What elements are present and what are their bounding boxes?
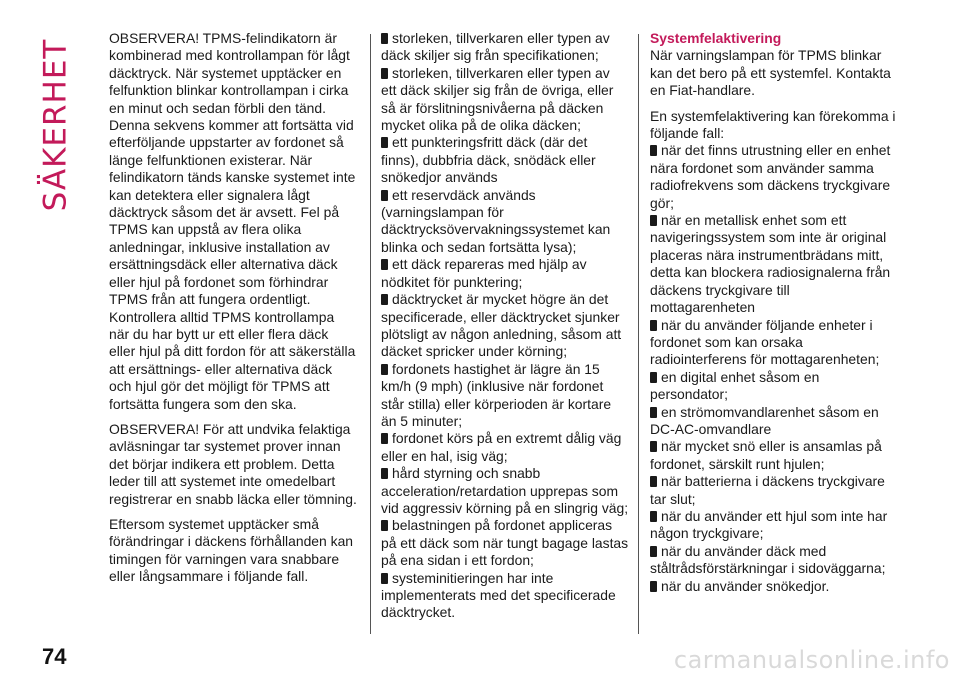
list-item	[650, 317, 898, 369]
list-item	[381, 65, 629, 135]
section-title-text: SÄKERHET	[37, 38, 73, 212]
list-item-text: när det finns utrustning eller en enhet nära fordonet som använder samma radiofrekvens som däckens tryckgivare gör;	[650, 142, 891, 211]
list-item	[650, 508, 898, 543]
list-item	[381, 291, 629, 361]
bullet-square-icon	[381, 520, 388, 531]
section-heading: Systemfelaktivering	[650, 30, 782, 46]
bullet-square-icon	[650, 372, 657, 383]
list-item-text: när du använder följande enheter i fordonet som kan orsaka radiointerferens för mottagarenheten;	[650, 316, 880, 368]
list-item	[650, 404, 898, 439]
list-item	[381, 430, 629, 465]
list-item-text: systeminitieringen har inte implementerats med det specificerade däcktrycket.	[381, 569, 616, 621]
list-item	[381, 134, 629, 186]
page-number: 74	[42, 644, 67, 669]
paragraph-timing: Eftersom systemet upptäcker små förändringar i däckens förhållanden kan timingen för varningen vara snabbare eller långsammare i följande fall.	[109, 515, 354, 585]
list-item	[650, 578, 898, 595]
list-item-text: när en metallisk enhet som ett navigeringssystem som inte är original placeras nära instrumentbrädans mitt, detta kan blockera radiosignalerna från däckens tryckgivare till mottagarenheten	[650, 212, 891, 316]
bullet-square-icon	[381, 137, 388, 148]
bullet-square-icon	[381, 468, 388, 479]
column-3	[650, 30, 898, 595]
bullet-square-icon	[381, 573, 388, 584]
list-item	[650, 473, 898, 508]
column-divider-1	[370, 34, 371, 634]
section-title	[26, 30, 84, 220]
bullet-square-icon	[381, 433, 388, 444]
list-item-text: när du använder däck med ståltrådsförstärkningar i sidoväggarna;	[650, 542, 886, 577]
column-divider-2	[638, 34, 639, 634]
bullet-square-icon	[650, 546, 657, 557]
bullet-square-icon	[381, 259, 388, 270]
list-item-text: en strömomvandlarenhet såsom en DC-AC-omvandlare	[650, 403, 879, 437]
list-item-text: när du använder snökedjor.	[661, 577, 830, 594]
list-item	[381, 187, 629, 257]
bullet-square-icon	[650, 407, 657, 418]
bullet-square-icon	[381, 190, 388, 201]
column-1	[109, 30, 357, 594]
list-item	[650, 369, 898, 404]
list-item-text: hård styrning och snabb acceleration/retardation upprepas som vid aggressiv körning på en slingrig väg;	[381, 465, 629, 516]
column-2	[381, 30, 629, 622]
paragraph-intro-2: En systemfelaktivering kan förekomma i följande fall:	[650, 107, 896, 142]
list-item-text: när du använder ett hjul som inte har någon tryckgivare;	[650, 507, 888, 542]
bullet-square-icon	[650, 476, 657, 487]
list-item	[650, 438, 898, 473]
bullet-square-icon	[650, 441, 657, 452]
paragraph-false-readings: OBSERVERA! För att undvika felaktiga avläsningar tar systemet prover innan det börjar indikera ett problem. Detta leder till att systemet inte omedelbart registrerar en snabb läcka eller tömning.	[109, 420, 357, 507]
list-item-text: fordonet körs på en extremt dålig väg eller en hal, isig väg;	[381, 430, 622, 464]
list-item-text: när batterierna i däckens tryckgivare tar slut;	[650, 473, 885, 507]
list-item-text: när mycket snö eller is ansamlas på fordonet, särskilt runt hjulen;	[650, 438, 882, 472]
list-item-text: belastningen på fordonet appliceras på ett däck som när tungt bagage lastas på ena sidan i ett fordon;	[381, 517, 629, 569]
list-item	[381, 30, 629, 65]
list-item-text: ett däck repareras med hjälp av nödkitet för punktering;	[381, 256, 587, 290]
list-item	[381, 256, 629, 291]
list-item	[381, 570, 629, 622]
bullet-square-icon	[381, 364, 388, 375]
list-item-text: storleken, tillverkaren eller typen av däck skiljer sig från specifikationen;	[381, 30, 610, 64]
list-item	[381, 517, 629, 569]
bullet-square-icon	[381, 33, 388, 44]
list-item-text: storleken, tillverkaren eller typen av ett däck skiljer sig från de övriga, eller så är förslitningsnivåerna på däcken mycket olika på de olika däcken;	[381, 64, 614, 134]
list-item	[381, 361, 629, 431]
list-item	[650, 543, 898, 578]
watermark: carmanualsonline.info	[673, 646, 950, 674]
list-item-text: ett reservdäck används (varningslampan för däcktrycksövervakningssystemet kan blinka och sedan fortsätta lysa);	[381, 186, 611, 255]
list-item-text: ett punkteringsfritt däck (där det finns), dubbfria däck, snödäck eller snökedjor används	[381, 134, 596, 186]
list-item	[381, 465, 629, 517]
bullet-square-icon	[650, 320, 657, 331]
list-item-text: däcktrycket är mycket högre än det specificerade, eller däcktrycket sjunker plötsligt av någon anledning, såsom att däcket spricker under körning;	[381, 291, 622, 360]
bullet-square-icon	[650, 511, 657, 522]
list-item-text: en digital enhet såsom en persondator;	[650, 368, 820, 403]
bullet-square-icon	[650, 215, 657, 226]
list-item-text: fordonets hastighet är lägre än 15 km/h (9 mph) (inklusive när fordonet står stilla) eller körperioden är kortare än 5 minuter;	[381, 360, 612, 429]
bullet-square-icon	[650, 145, 657, 156]
paragraph-intro: När varningslampan för TPMS blinkar kan det bero på ett systemfel. Kontakta en Fiat-handlare.	[650, 47, 891, 99]
list-item	[650, 212, 898, 316]
bullet-square-icon	[381, 294, 388, 305]
bullet-square-icon	[381, 68, 388, 79]
list-item	[650, 142, 898, 212]
bullet-square-icon	[650, 581, 657, 592]
paragraph-tpms-warning: OBSERVERA! TPMS-felindikatorn är kombinerad med kontrollampan för lågt däcktryck. När systemet upptäcker en felfunktion blinkar kontrollampan i cirka en minut och sedan förbli den tänd. Denna sekvens kommer att fortsätta vid efterföljande uppstarter av fordonet så länge felfunktionen existerar. När felindikatorn tänds kanske systemet inte kan detektera eller signalera lågt däcktryck såsom det är avsett. Fel på TPMS kan uppstå av flera olika anledningar, inklusive installation av ersättningsdäck eller alternativa däck eller hjul på fordonet som förhindrar TPMS från att fungera ordentligt. Kontrollera alltid TPMS kontrollampa när du har bytt ur ett eller flera däck eller hjul på ditt fordon för att säkerställa att ersättnings- eller alternativa däck och hjul gör det möjligt för TPMS att fortsätta fungera som den ska.	[109, 30, 356, 412]
